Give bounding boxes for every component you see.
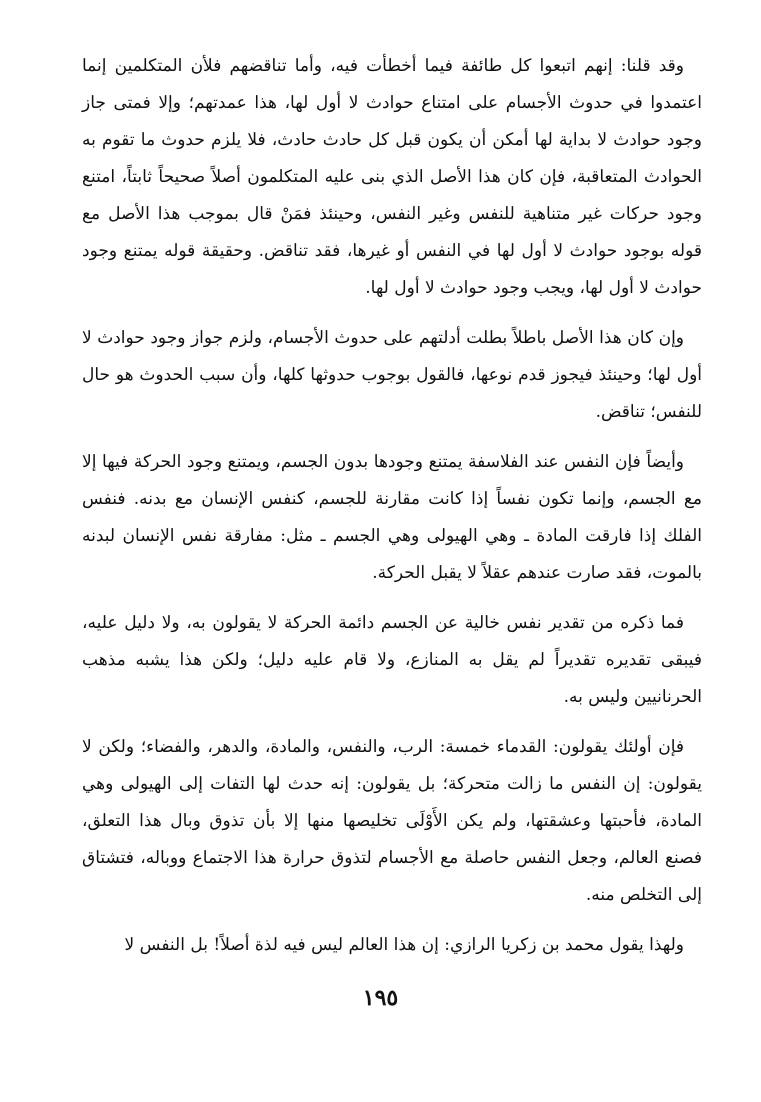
paragraph-5: فإن أولئك يقولون: القدماء خمسة: الرب، والنفس، والمادة، والدهر، والفضاء؛ ولكن لا يقولون: إن النفس ما زالت متحركة؛ بل يقولون: إنه حدث لها التفات إلى الهيولى وهي المادة، فأحبتها وعشقتها، ولم يكن الأَوْلَى تخليصها منها إلا بأن تذوق وبال هذا التعلق، فصنع العالم، وجعل النفس حاصلة مع الأجسام لتذوق حرارة هذا الاجتماع ووباله، فتشتاق إلى التخلص منه. [82,737,702,905]
paragraph-2: وإن كان هذا الأصل باطلاً بطلت أدلتهم على حدوث الأجسام، ولزم جواز وجود حوادث لا أول لها؛ وحينئذ فيجوز قدم نوعها، فالقول بوجوب حدوثها كلها، وأن سبب الحدوث هو حال للنفس؛ تناقض. [82,328,702,422]
paragraph-1: وقد قلنا: إنهم اتبعوا كل طائفة فيما أخطأت فيه، وأما تناقضهم فلأن المتكلمين إنما اعتمدوا في حدوث الأجسام على امتناع حوادث لا أول لها، هذا عمدتهم؛ وإلا فمتى جاز وجود حوادث لا بداية لها أمكن أن يكون قبل كل حادث حادث، فلا يلزم حدوث ما تقوم به الحوادث المتعاقبة، فإن كان هذا الأصل الذي بنى عليه المتكلمون أصلاً صحيحاً ثابتاً، امتنع وجود حركات غير متناهية للنفس وغير النفس، وحينئذ فمَنْ قال بموجب هذا الأصل مع قوله بوجود حوادث لا أول لها في النفس أو غيرها، فقد تناقض. وحقيقة قوله يمتنع وجود حوادث لا أول لها، ويجب وجود حوادث لا أول لها. [82,56,702,298]
paragraph-6: ولهذا يقول محمد بن زكريا الرازي: إن هذا العالم ليس فيه لذة أصلاً! بل النفس لا [124,935,684,955]
page-number: ١٩٥ [362,985,399,1011]
paragraph-4: فما ذكره من تقدير نفس خالية عن الجسم دائمة الحركة لا يقولون به، ولا دليل عليه، فيبقى تقديره تقديراً لم يقل به المنازع، ولا قام عليه دليل؛ ولكن هذا يشبه مذهب الحرنانيين وليس به. [82,613,702,707]
body-text [82,48,702,977]
paragraph-3: وأيضاً فإن النفس عند الفلاسفة يمتنع وجودها بدون الجسم، ويمتنع وجود الحركة فيها إلا مع الجسم، وإنما تكون نفساً إذا كانت مقارنة للجسم، كنفس الإنسان مع بدنه. فنفس الفلك إذا فارقت المادة ـ وهي الهيولى وهي الجسم ـ مثل: مفارقة نفس الإنسان لبدنه بالموت، فقد صارت عندهم عقلاً لا يقبل الحركة. [82,452,702,583]
